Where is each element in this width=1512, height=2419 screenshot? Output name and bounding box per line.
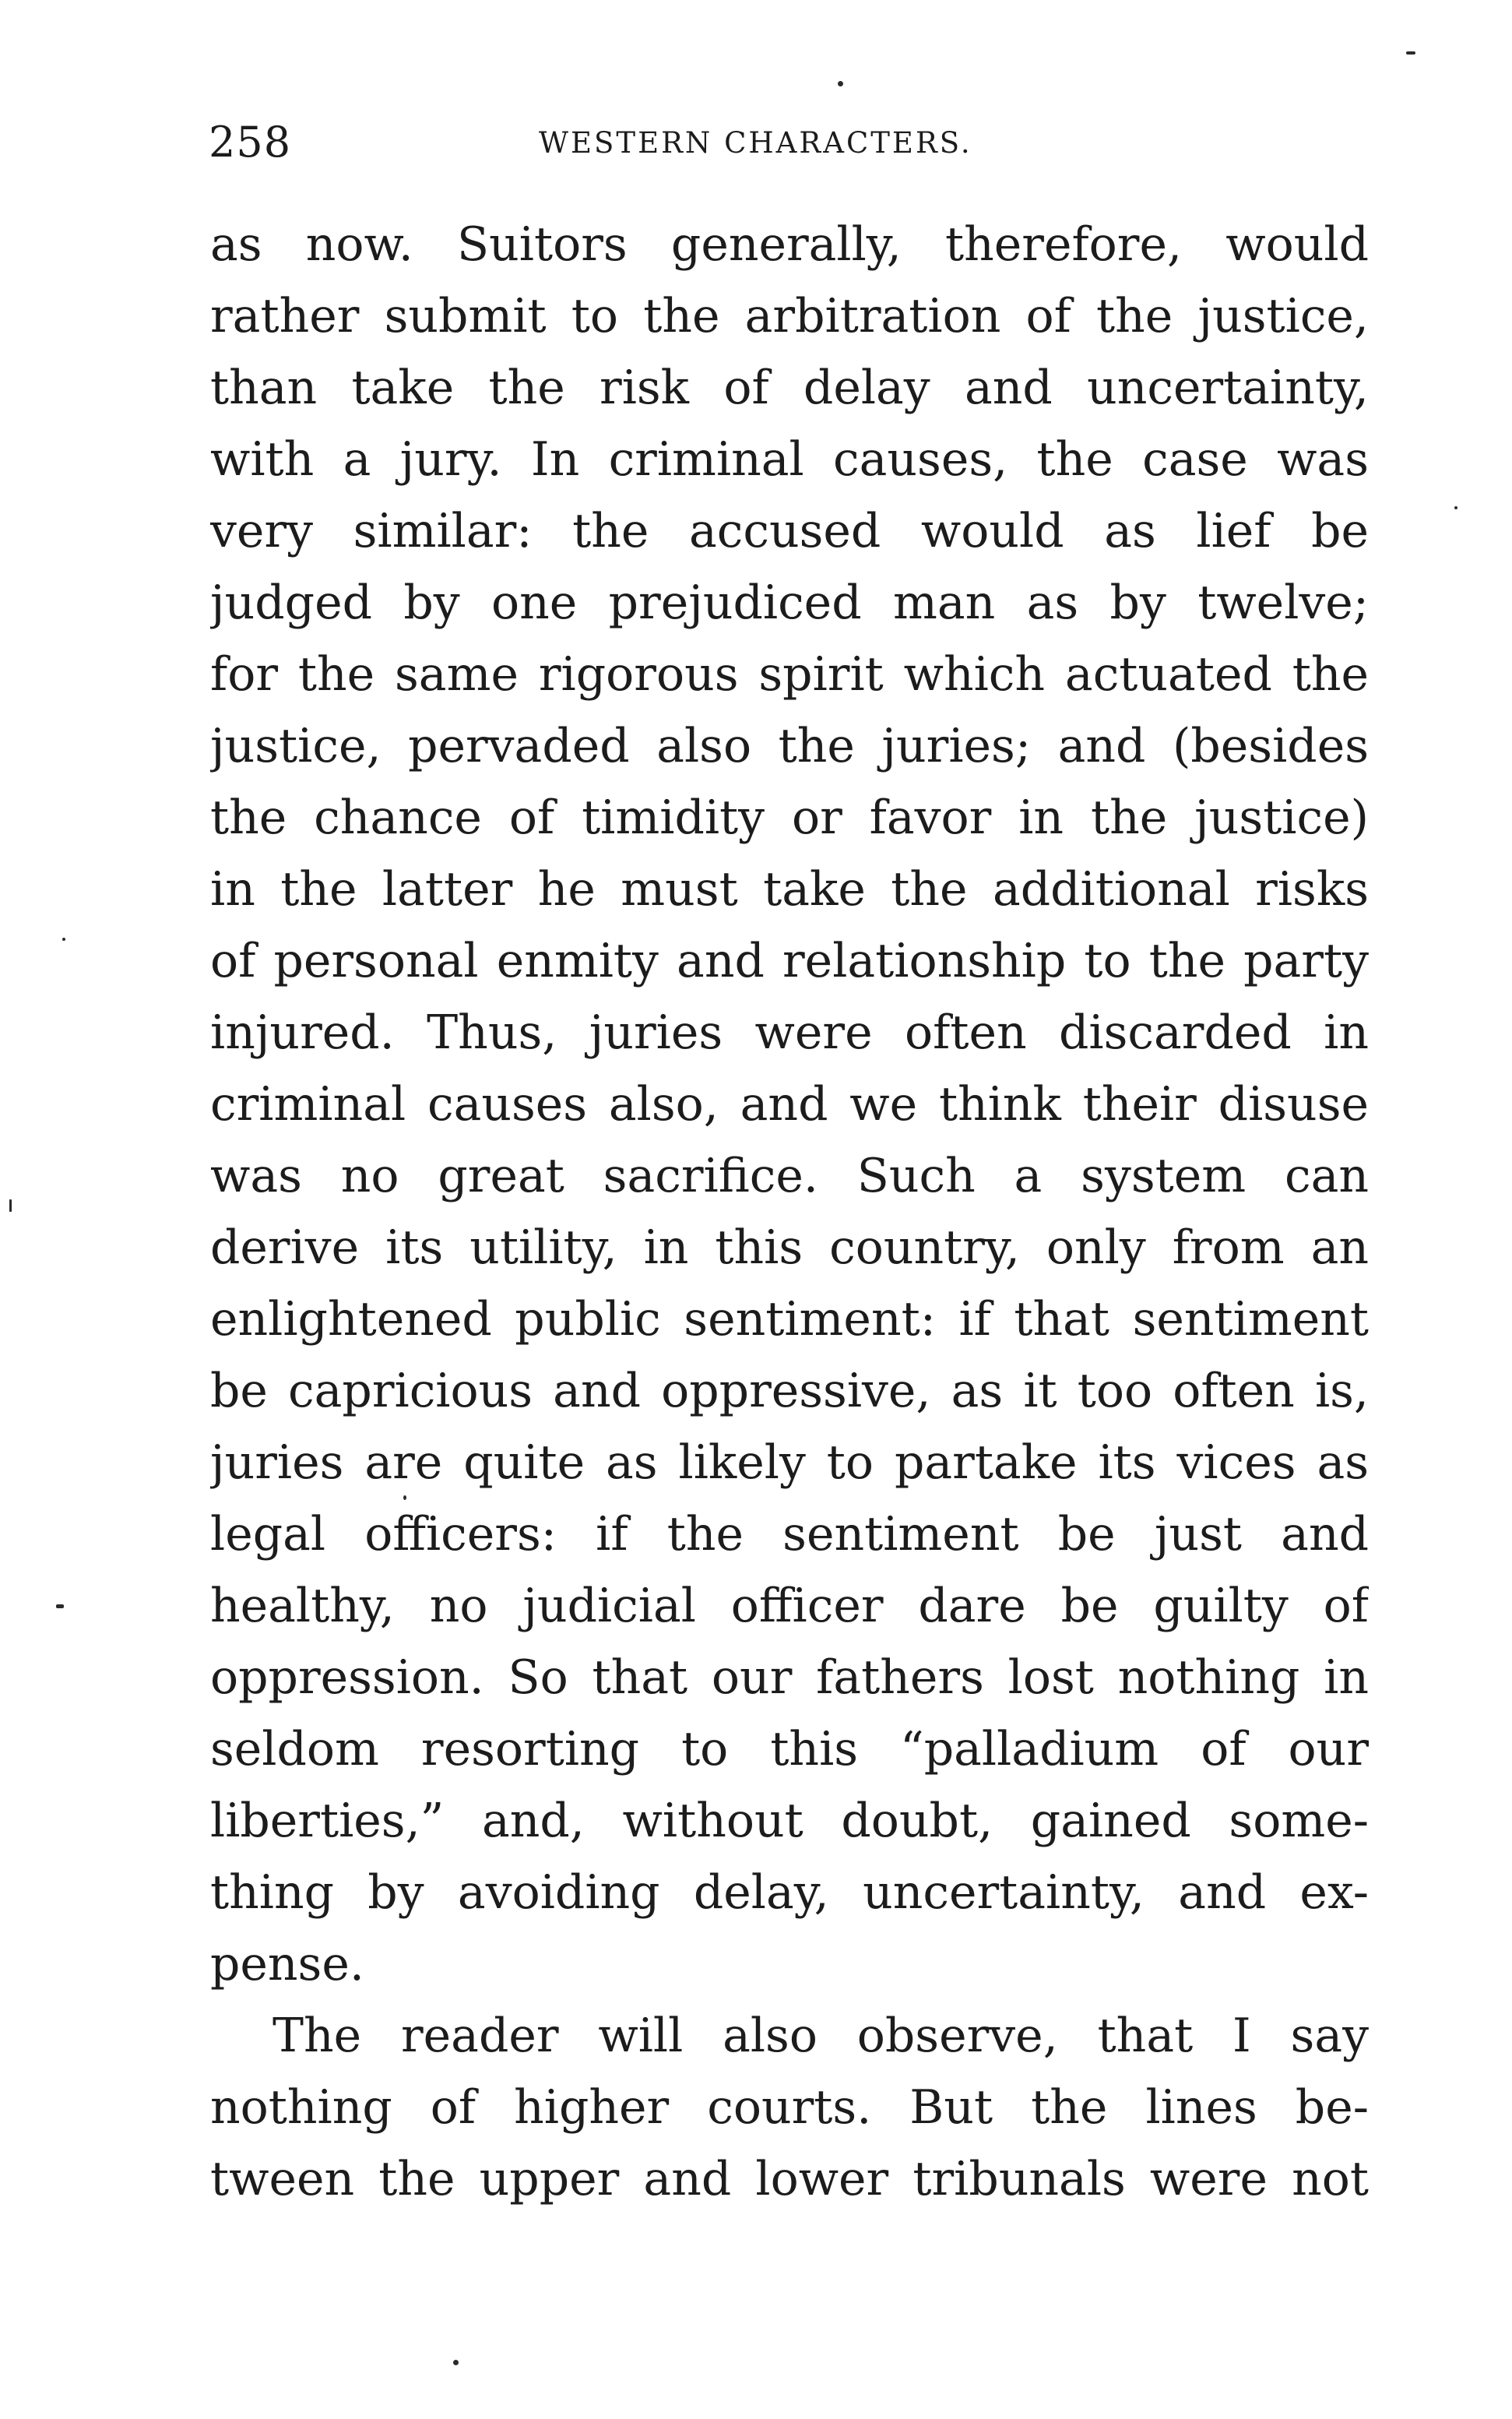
scan-speck [838, 81, 843, 86]
text-line: was no great sacrifice. Such a system can [210, 1149, 1369, 1203]
scan-speck [62, 938, 65, 941]
text-line: tween the upper and lower tribunals were not [210, 2152, 1369, 2206]
text-line: with a jury. In criminal causes, the case was [210, 432, 1369, 487]
text-line: the chance of timidity or favor in the justice) [210, 790, 1369, 845]
text-line: justice, pervaded also the juries; and (besides [210, 719, 1369, 773]
paragraph-end-line: pense. [210, 1937, 364, 1991]
text-line: legal officers: if the sentiment be just and [210, 1507, 1369, 1562]
scan-speck [1454, 506, 1457, 509]
text-line: nothing of higher courts. But the lines be- [210, 2080, 1369, 2135]
scan-speck [403, 1495, 406, 1500]
scan-speck [1406, 51, 1415, 55]
text-line: very similar: the accused would as lief be [210, 504, 1369, 558]
text-line: of personal enmity and relationship to the party [210, 934, 1369, 988]
text-line: than take the risk of delay and uncertainty, [210, 361, 1369, 415]
scan-speck [9, 1199, 12, 1212]
text-line: in the latter he must take the additional risks [210, 862, 1369, 917]
running-title: WESTERN CHARACTERS. [539, 126, 972, 160]
text-line: thing by avoiding delay, uncertainty, and ex- [210, 1865, 1369, 1920]
scan-speck [56, 1604, 64, 1608]
text-line: juries are quite as likely to partake its vices as [210, 1435, 1369, 1490]
body-text [210, 209, 1369, 2215]
text-line: oppression. So that our fathers lost nothing in [210, 1650, 1369, 1705]
text-line: injured. Thus, juries were often discarded in [210, 1005, 1369, 1060]
page-header [209, 115, 1372, 170]
text-line: criminal causes also, and we think their disuse [210, 1077, 1369, 1132]
text-line: liberties,” and, without doubt, gained some- [210, 1794, 1369, 1848]
text-line: enlightened public sentiment: if that sentiment [210, 1292, 1369, 1347]
text-line: healthy, no judicial officer dare be guilty of [210, 1579, 1369, 1633]
page-number: 258 [209, 118, 292, 167]
text-line: for the same rigorous spirit which actuated the [210, 647, 1369, 702]
text-line: as now. Suitors generally, therefore, would [210, 217, 1369, 272]
paragraph-start-line: The reader will also observe, that I say [273, 2009, 1369, 2063]
text-line: derive its utility, in this country, only from an [210, 1220, 1369, 1275]
text-line: judged by one prejudiced man as by twelve; [210, 576, 1369, 630]
text-line: rather submit to the arbitration of the justice, [210, 289, 1369, 343]
text-line: be capricious and oppressive, as it too often is, [210, 1364, 1369, 1418]
text-line: seldom resorting to this “palladium of our [210, 1722, 1369, 1776]
scan-speck [453, 2360, 459, 2365]
